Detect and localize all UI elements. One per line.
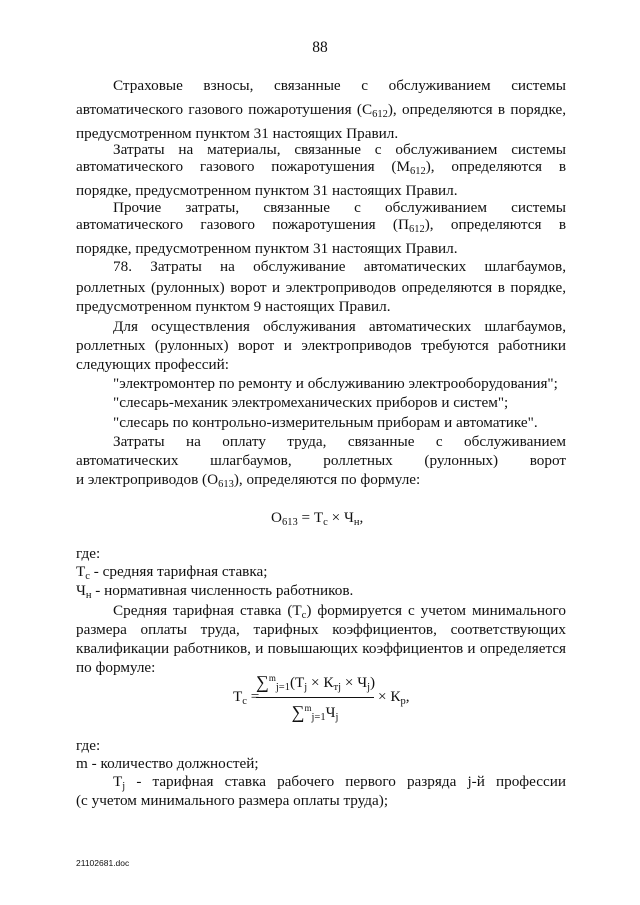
definition-m: m - количество должностей; bbox=[76, 755, 259, 772]
paragraph-5-line-1: Для осуществления обслуживания автоматических шлагбаумов, bbox=[113, 318, 566, 335]
page-number: 88 bbox=[312, 39, 328, 56]
paragraph-6-line-1: Затраты на оплату труда, связанные с обслуживанием bbox=[113, 433, 566, 450]
formula-lhs: $Т_с$ = bbox=[233, 688, 260, 707]
profession-item: "слесарь по контрольно-измерительным приборам и автоматике". bbox=[113, 414, 538, 431]
formula-o613: $О_{613} = Т_с \times Ч_н$, bbox=[271, 509, 364, 528]
formula-denominator: $\sum^m_{j=1}Ч_j$ bbox=[291, 702, 339, 723]
paragraph-1-line-2: автоматического газового пожаротушения $(С_{612})$, определяются в порядке, bbox=[76, 101, 566, 120]
definition-tj-line-1: $Т_j$ - тарифная ставка рабочего первого разряда j-й профессии bbox=[113, 773, 566, 792]
paragraph-6-line-2: автоматических шлагбаумов, роллетных (рулонных) ворот bbox=[76, 452, 566, 469]
paragraph-7-line-4: по формуле: bbox=[76, 659, 156, 676]
formula-numerator: $\sum^m_{j=1}(Т_j \times К_{тj} \times Ч_j)$ bbox=[256, 672, 376, 693]
profession-item: "слесарь-механик электромеханических приборов и систем"; bbox=[113, 394, 509, 411]
paragraph-7-line-3: квалификации работников, и повышающих коэффициентов и определяется bbox=[76, 640, 566, 657]
fraction-bar bbox=[256, 697, 374, 698]
paragraph-5-line-2: роллетных (рулонных) ворот и электроприводов требуются работники bbox=[76, 337, 566, 354]
paragraph-3-line-1: Прочие затраты, связанные с обслуживанием системы bbox=[113, 199, 566, 216]
paragraph-3-line-2: автоматического газового пожаротушения $(П_{612})$, определяются в bbox=[76, 216, 566, 235]
definition-tj-line-2: (с учетом минимального размера оплаты труда); bbox=[76, 792, 389, 809]
paragraph-4-line-1: 78. Затраты на обслуживание автоматических шлагбаумов, bbox=[113, 258, 566, 275]
paragraph-7-line-2: размера оплаты труда, тарифных коэффициентов, соответствующих bbox=[76, 621, 566, 638]
paragraph-2-line-1: Затраты на материалы, связанные с обслуживанием системы bbox=[113, 141, 566, 158]
paragraph-5-line-3: следующих профессий: bbox=[76, 356, 229, 373]
paragraph-4-line-3: предусмотренном пунктом 9 настоящих Правил. bbox=[76, 298, 391, 315]
definition-tc: $Т_с$ - средняя тарифная ставка; bbox=[76, 563, 268, 582]
definition-chn: $Ч_н$ - нормативная численность работников. bbox=[76, 582, 354, 601]
paragraph-2-line-3: порядке, предусмотренном пунктом 31 настоящих Правил. bbox=[76, 182, 458, 199]
paragraph-1-line-3: предусмотренном пунктом 31 настоящих Правил. bbox=[76, 125, 399, 142]
file-footer: 21102681.doc bbox=[76, 858, 130, 868]
where-label: где: bbox=[76, 545, 101, 562]
where-label: где: bbox=[76, 737, 101, 754]
profession-item: "электромонтер по ремонту и обслуживанию электрооборудования"; bbox=[113, 375, 558, 392]
paragraph-2-line-2: автоматического газового пожаротушения $(М_{612})$, определяются в bbox=[76, 158, 567, 177]
paragraph-6-line-3: и электроприводов $(О_{613})$, определяются по формуле: bbox=[76, 471, 421, 490]
paragraph-4-line-2: роллетных (рулонных) ворот и электроприводов определяются в порядке, bbox=[76, 279, 566, 296]
paragraph-1-line-1: Страховые взносы, связанные с обслуживанием системы bbox=[113, 77, 566, 94]
paragraph-7-line-1: Средняя тарифная ставка $(Т_с)$ формируется с учетом минимального bbox=[113, 602, 566, 621]
paragraph-3-line-3: порядке, предусмотренном пунктом 31 настоящих Правил. bbox=[76, 240, 458, 257]
formula-rhs: × $К_р$, bbox=[378, 688, 410, 707]
